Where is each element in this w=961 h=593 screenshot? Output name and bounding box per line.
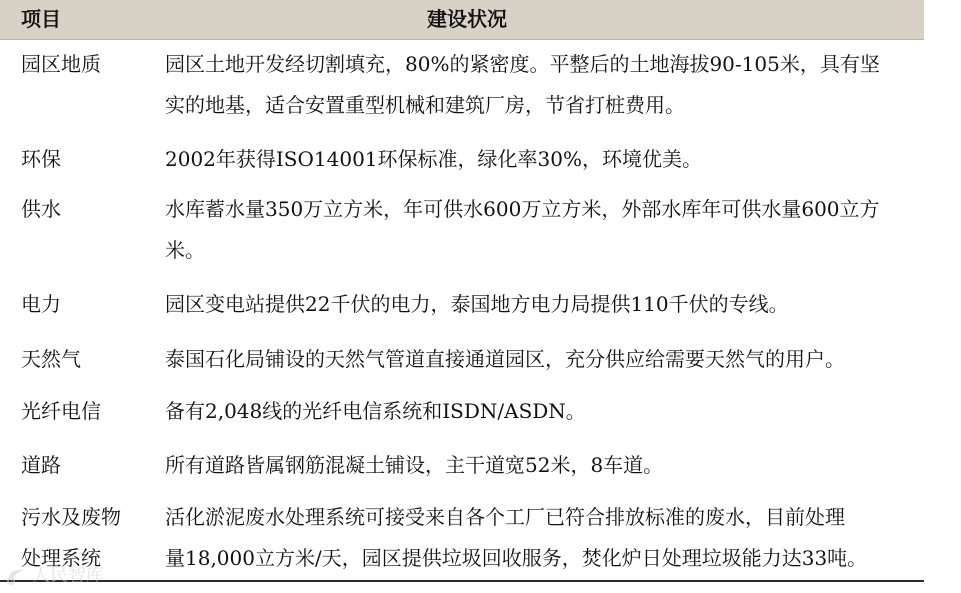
status-line: 实的地基，适合安置重型机械和建筑厂房，节省打桩费用。 bbox=[165, 93, 685, 117]
row-status bbox=[165, 388, 921, 435]
table-row bbox=[0, 136, 924, 183]
row-status bbox=[165, 41, 921, 129]
status-line: 泰国石化局铺设的天然气管道直接通道园区，充分供应给需要天然气的用户。 bbox=[165, 347, 845, 371]
row-item: 道路 bbox=[21, 453, 61, 477]
status-line: 2002年获得ISO14001环保标准，绿化率30%，环境优美。 bbox=[165, 147, 702, 171]
row-status bbox=[165, 494, 921, 582]
status-line: 米。 bbox=[165, 238, 205, 262]
status-line: 水库蓄水量350万立方米，年可供水600万立方米，外部水库年可供水量600立方 bbox=[165, 197, 880, 221]
row-status bbox=[165, 281, 921, 328]
row-status bbox=[165, 136, 921, 183]
status-line: 园区变电站提供22千伏的电力，泰国地方电力局提供110千伏的专线。 bbox=[165, 292, 789, 316]
row-item: 电力 bbox=[21, 292, 61, 316]
logo-icon bbox=[6, 567, 26, 585]
row-item: 供水 bbox=[21, 197, 61, 221]
table-row bbox=[0, 186, 924, 274]
row-item: 天然气 bbox=[21, 347, 81, 371]
row-item-line: 污水及废物 bbox=[21, 505, 121, 529]
table-row bbox=[0, 494, 924, 582]
watermark-text: 人民智库 bbox=[32, 565, 104, 586]
row-item-line: 处理系统 bbox=[21, 546, 101, 570]
watermark bbox=[6, 563, 136, 589]
header-item: 项目 bbox=[21, 7, 61, 31]
table-row bbox=[0, 281, 924, 328]
status-line: 活化淤泥废水处理系统可接受来自各个工厂已符合排放标准的废水，目前处理 bbox=[165, 505, 845, 529]
header-construction-status: 建设状况 bbox=[427, 7, 507, 31]
bottom-rule bbox=[0, 580, 924, 582]
status-line: 备有2,048线的光纤电信系统和ISDN/ASDN。 bbox=[165, 399, 586, 423]
status-line: 园区土地开发经切割填充，80%的紧密度。平整后的土地海拔90-105米，具有坚 bbox=[165, 52, 880, 76]
table-row bbox=[0, 336, 924, 383]
row-status bbox=[165, 442, 921, 489]
row-status bbox=[165, 336, 921, 383]
row-item: 光纤电信 bbox=[21, 399, 101, 423]
table-row bbox=[0, 41, 924, 129]
status-line: 所有道路皆属钢筋混凝土铺设，主干道宽52米，8车道。 bbox=[165, 453, 664, 477]
table-row bbox=[0, 442, 924, 489]
row-status bbox=[165, 186, 921, 274]
status-line: 量18,000立方米/天，园区提供垃圾回收服务，焚化炉日处理垃圾能力达33吨。 bbox=[165, 546, 868, 570]
row-item: 园区地质 bbox=[21, 52, 101, 76]
row-item: 环保 bbox=[21, 147, 61, 171]
table-row bbox=[0, 388, 924, 435]
